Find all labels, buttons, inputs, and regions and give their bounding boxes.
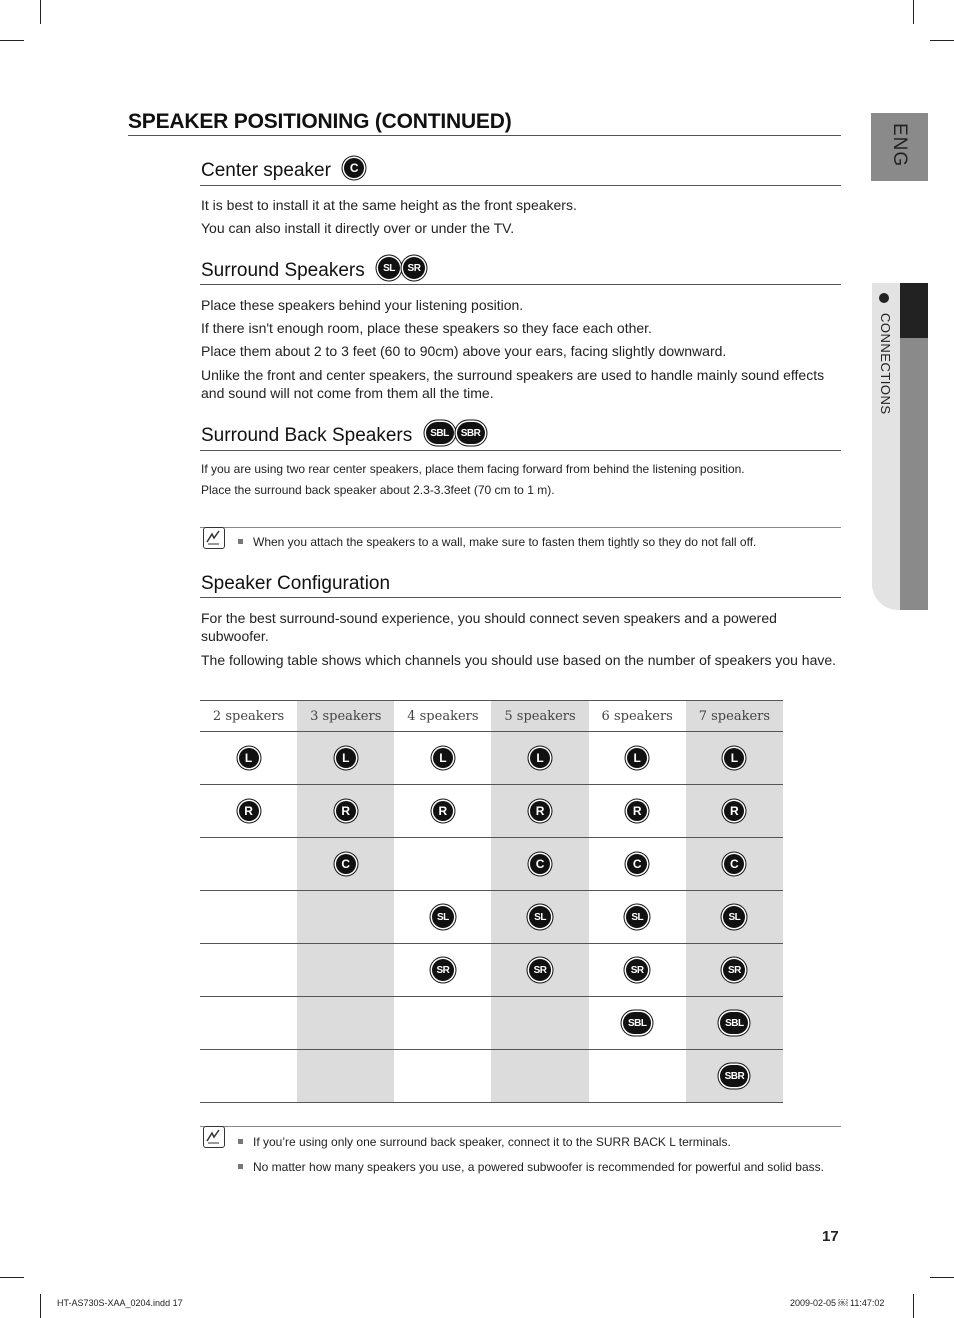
speaker-r-icon: R bbox=[336, 801, 356, 821]
crop-mark bbox=[930, 40, 954, 41]
table-row bbox=[200, 1050, 783, 1103]
table-cell bbox=[686, 944, 783, 997]
note-icon bbox=[203, 527, 225, 549]
table-header-cell: 7 speakers bbox=[686, 701, 783, 732]
speaker-sr-icon: SR bbox=[432, 959, 454, 981]
section-tab-band bbox=[900, 338, 928, 610]
note-text: If you’re using only one surround back speaker, connect it to the SURR BACK L terminals. bbox=[253, 1135, 731, 1149]
bullet-square-icon bbox=[238, 539, 243, 544]
speaker-sbr-icon: SBR bbox=[720, 1065, 748, 1087]
table-cell bbox=[394, 732, 491, 785]
note-item bbox=[238, 1160, 824, 1174]
speaker-r-icon: R bbox=[530, 801, 550, 821]
table-cell bbox=[297, 732, 394, 785]
speaker-l-icon: L bbox=[433, 748, 453, 768]
table-cell bbox=[589, 997, 686, 1050]
crop-mark bbox=[0, 40, 24, 41]
table-cell bbox=[200, 732, 297, 785]
surround-back-line: Place the surround back speaker about 2.3-3.3feet (70 cm to 1 m). bbox=[201, 483, 555, 497]
table-cell bbox=[297, 944, 394, 997]
bullet-icon bbox=[879, 293, 889, 303]
table-cell bbox=[394, 1050, 491, 1103]
footer-file: HT-AS730S-XAA_0204.indd 17 bbox=[57, 1298, 183, 1308]
speaker-sr-icon: SR bbox=[403, 257, 425, 279]
surround-speakers-heading-text: Surround Speakers bbox=[201, 260, 365, 282]
speaker-configuration-heading: Speaker Configuration bbox=[201, 573, 391, 594]
center-speaker-line: You can also install it directly over or under the TV. bbox=[201, 220, 515, 236]
table-cell bbox=[589, 785, 686, 838]
speaker-sl-icon: SL bbox=[432, 906, 454, 928]
table-cell bbox=[686, 1050, 783, 1103]
note-icon bbox=[203, 1126, 225, 1148]
table-cell bbox=[491, 732, 588, 785]
crop-mark bbox=[40, 0, 41, 24]
speaker-r-icon: R bbox=[433, 801, 453, 821]
speaker-l-icon: L bbox=[530, 748, 550, 768]
crop-mark bbox=[930, 1277, 954, 1278]
config-line: For the best surround-sound experience, you should connect seven speakers and a powered subwoofer. bbox=[201, 610, 777, 644]
table-cell bbox=[491, 838, 588, 891]
table-cell bbox=[686, 997, 783, 1050]
table-cell bbox=[589, 944, 686, 997]
speaker-c-icon: C bbox=[724, 854, 744, 874]
section-rule bbox=[200, 185, 841, 186]
center-speaker-line: It is best to install it at the same height as the front speakers. bbox=[201, 197, 577, 213]
speaker-r-icon: R bbox=[239, 801, 259, 821]
table-cell bbox=[297, 838, 394, 891]
section-rule bbox=[200, 284, 841, 285]
speaker-l-icon: L bbox=[336, 748, 356, 768]
center-speaker-heading bbox=[201, 160, 364, 182]
speaker-sbr-icon: SBR bbox=[457, 422, 485, 444]
table-cell bbox=[200, 944, 297, 997]
note-item bbox=[238, 1135, 731, 1149]
speaker-l-icon: L bbox=[724, 748, 744, 768]
center-speaker-heading-text: Center speaker bbox=[201, 160, 331, 181]
table-cell bbox=[394, 785, 491, 838]
speaker-sl-icon: SL bbox=[378, 257, 400, 279]
table-cell bbox=[686, 891, 783, 944]
table-cell bbox=[297, 997, 394, 1050]
table-header-cell: 3 speakers bbox=[297, 701, 394, 732]
speaker-config-table bbox=[200, 700, 783, 1103]
crop-mark bbox=[0, 1277, 24, 1278]
speaker-c-icon: C bbox=[336, 854, 356, 874]
table-cell bbox=[589, 732, 686, 785]
table-cell bbox=[491, 785, 588, 838]
config-line: The following table shows which channels you should use based on the number of speakers you have. bbox=[201, 652, 837, 668]
crop-mark bbox=[913, 1294, 914, 1318]
table-cell bbox=[297, 1050, 394, 1103]
section-tab-marker bbox=[900, 283, 928, 338]
table-row bbox=[200, 944, 783, 997]
table-cell bbox=[200, 838, 297, 891]
section-tab-label: CONNECTIONS bbox=[878, 313, 893, 415]
title-rule bbox=[128, 135, 841, 136]
surround-back-line: If you are using two rear center speakers, place them facing forward from behind the listening position. bbox=[201, 462, 745, 476]
crop-mark bbox=[40, 1294, 41, 1318]
table-header-cell: 4 speakers bbox=[394, 701, 491, 732]
table-cell bbox=[394, 997, 491, 1050]
table-cell bbox=[491, 891, 588, 944]
table-cell bbox=[589, 891, 686, 944]
bullet-square-icon bbox=[238, 1164, 243, 1169]
table-cell bbox=[686, 785, 783, 838]
table-row bbox=[200, 997, 783, 1050]
table-header-cell: 5 speakers bbox=[491, 701, 588, 732]
note-text: When you attach the speakers to a wall, make sure to fasten them tightly so they do not fall off. bbox=[253, 535, 757, 549]
surround-line: Unlike the front and center speakers, the surround speakers are used to handle mainly sound effects and sound will not come from them all the time. bbox=[201, 367, 825, 401]
speaker-r-icon: R bbox=[627, 801, 647, 821]
table-cell bbox=[589, 838, 686, 891]
table-row bbox=[200, 838, 783, 891]
table-row bbox=[200, 732, 783, 785]
speaker-c-icon: C bbox=[627, 854, 647, 874]
speaker-sbl-icon: SBL bbox=[426, 422, 454, 444]
speaker-sbl-icon: SBL bbox=[720, 1012, 748, 1034]
table-row bbox=[200, 891, 783, 944]
surround-back-heading-text: Surround Back Speakers bbox=[201, 425, 413, 447]
table-cell bbox=[200, 1050, 297, 1103]
table-cell bbox=[297, 891, 394, 944]
speaker-sr-icon: SR bbox=[723, 959, 745, 981]
language-tab bbox=[871, 113, 928, 181]
table-header-cell: 2 speakers bbox=[200, 701, 297, 732]
speaker-sr-icon: SR bbox=[529, 959, 551, 981]
crop-mark bbox=[913, 0, 914, 24]
table-cell bbox=[200, 785, 297, 838]
speaker-c-icon: C bbox=[344, 158, 364, 178]
surround-back-heading bbox=[201, 425, 485, 447]
speaker-sl-icon: SL bbox=[529, 906, 551, 928]
speaker-sl-icon: SL bbox=[723, 906, 745, 928]
speaker-sl-icon: SL bbox=[626, 906, 648, 928]
language-tab-label: ENG bbox=[889, 123, 910, 168]
table-cell bbox=[394, 838, 491, 891]
note-text: No matter how many speakers you use, a powered subwoofer is recommended for powerful and solid bass. bbox=[253, 1160, 824, 1174]
table-cell bbox=[297, 785, 394, 838]
table-cell bbox=[686, 838, 783, 891]
section-rule bbox=[200, 597, 841, 598]
table-header-cell: 6 speakers bbox=[589, 701, 686, 732]
page-title: SPEAKER POSITIONING (CONTINUED) bbox=[128, 110, 512, 133]
section-tab bbox=[872, 283, 928, 610]
bullet-square-icon bbox=[238, 1139, 243, 1144]
table-cell bbox=[491, 997, 588, 1050]
table-cell bbox=[686, 732, 783, 785]
surround-line: Place these speakers behind your listening position. bbox=[201, 297, 524, 313]
table-cell bbox=[394, 944, 491, 997]
table-cell bbox=[589, 1050, 686, 1103]
note-item bbox=[238, 535, 756, 549]
footer-timestamp: 2009-02-05 ￼ 11:47:02 bbox=[790, 1298, 885, 1308]
note-rule bbox=[200, 527, 841, 528]
speaker-sbl-icon: SBL bbox=[623, 1012, 651, 1034]
table-cell bbox=[200, 891, 297, 944]
speaker-l-icon: L bbox=[239, 748, 259, 768]
note-rule bbox=[200, 1126, 841, 1127]
table-header-row bbox=[200, 701, 783, 732]
section-rule bbox=[200, 450, 841, 451]
table-cell bbox=[394, 891, 491, 944]
speaker-sr-icon: SR bbox=[626, 959, 648, 981]
table-cell bbox=[491, 944, 588, 997]
table-row bbox=[200, 785, 783, 838]
speaker-l-icon: L bbox=[627, 748, 647, 768]
surround-speakers-heading bbox=[201, 260, 425, 282]
page-number: 17 bbox=[822, 1228, 839, 1245]
surround-line: If there isn't enough room, place these speakers so they face each other. bbox=[201, 320, 652, 336]
speaker-c-icon: C bbox=[530, 854, 550, 874]
table-cell bbox=[491, 1050, 588, 1103]
speaker-r-icon: R bbox=[724, 801, 744, 821]
table-cell bbox=[200, 997, 297, 1050]
surround-line: Place them about 2 to 3 feet (60 to 90cm) above your ears, facing slightly downward. bbox=[201, 343, 727, 359]
